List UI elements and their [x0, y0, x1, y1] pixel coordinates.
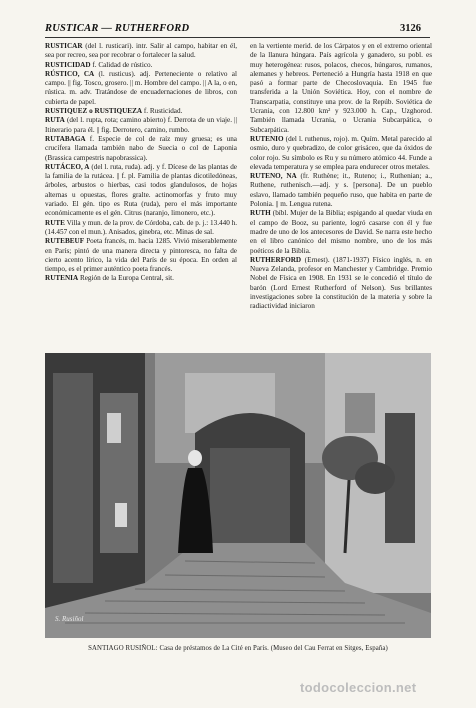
header-rule — [45, 37, 430, 38]
entry: RUTE Villa y mun. de la prov. de Córdoba, cab. de p. j.: 13.440 h. (14.457 con el mun.). Anisados, ginebra, etc. Minas de sal. — [45, 218, 237, 236]
photo-caption: SANTIAGO RUSIÑOL: Casa de préstamos de La Cité en París. (Museo del Cau Ferrat en Sitges, España) — [88, 645, 388, 652]
entry: RUTÁCEO, A (del l. ruta, ruda). adj. y f. Dícese de las plantas de la familia de la rutácea. || f. pl. Familia de plantas dicotiledóneas, árboles, arbustos o hierbas, casi todos glandulosos, de hojas alternas u opuestas, flores gralte. actinomorfas y fruto muy variado. El gén. tipo es Ruta (ruda), pero el más importante económicamente es el gén. Citrus (naranjo, limonero, etc.). — [45, 162, 238, 218]
right-column — [250, 42, 432, 312]
entry: RUTABAGA f. Especie de col de raíz muy gruesa; es una crucífera llamada también nabo de Suecia o col de Laponia (Brassica campestris napobrassica). — [45, 134, 237, 162]
painting-illustration — [45, 353, 431, 638]
entry: RUTENO, NA (fr. Ruthène; it., Ruteno; i., Ruthenian; a., Ruthene, ruthenisch.—adj. y s. [persona]. De un pueblo eslavo, llamado también pequeño ruso, que habita en parte de Polonia. || m. Lengua rutena. — [250, 172, 433, 209]
entry: en la vertiente merid. de los Cárpatos y en el extremo oriental de la llanura húngara. País agrícola y ganadero, su pobl. es muy heterogénea: rusos, polacos, checos, húngaros, rumanos, alemanes y hebreos. Perteneció a Hungría hasta 1918 en que pasó a formar parte de Checoslovaquia. En 1945 fue transferida a la Unión Soviética. Hoy, con el nombre de Transcarpatia, constituye una prov. de la Repúb. Soviética de Ucrania, con 12.800 km² y 923.000 h. Cap., Uzghorod. También llamada Ucrania, o Ucrania Subcarpática, o Subcarpática. — [250, 42, 432, 134]
left-column — [45, 42, 237, 284]
watermark: todocoleccion.net — [300, 680, 417, 695]
running-header: RUSTICAR — RUTHERFORD — [45, 23, 190, 34]
entry: RUTH (bíbl. Mujer de la Biblia; espigando al quedar viuda en el campo de Booz, su pariente, logró casarse con él y fue madre de uno de los antecesores de David. Se narra este hecho en el libro canónico del mismo nombre, uno de los más poéticos de la Biblia. — [250, 209, 432, 255]
entry: RÚSTICO, CA (l. rusticus). adj. Perteneciente o relativo al campo. || fig. Tosco, grosero. || m. Hombre del campo. || A la, o en, rústica. m. adv. Tratándose de encuadernaciones de libros, con cubierta de papel. — [45, 69, 237, 106]
entry: RUTENIO (del l. ruthenus, rojo). m. Quím. Metal parecido al osmio, duro y quebradizo, de color grisáceo, que da óxidos de color rojo. Su símbolo es Ru y su número atómico 44. Funde a elevada temperatura y se emplea para endurecer otros metales. — [250, 134, 432, 171]
entry: RUTHERFORD (Ernest). (1871-1937) Físico inglés, n. en Nueva Zelanda, profesor en Manchester y Cambridge. Premio Nobel de Física en 1908. En 1931 se le concedió el título de barón (Lord Ernest Rutherford of Nelson). Sus brillantes investigaciones sobre la constitución de la materia y sobre la radiactividad iniciaron — [250, 255, 432, 311]
entry: RUSTICAR (del l. rusticari). intr. Salir al campo, habitar en él, sea por recreo, sea por recobrar o fortalecer la salud. — [45, 42, 238, 60]
entry: RUTENIA Región de la Europa Central, sit. — [45, 274, 174, 283]
entry: RUTEBEUF Poeta francés, m. hacia 1285. Vivió miserablemente en París; pintó de una manera directa y pintoresca, no falta de cierto acento lírico, la vida del París de su época. En orden al tiempo, es el primer auténtico poeta francés. — [45, 237, 237, 274]
page-number: 3126 — [400, 23, 421, 34]
entry: RUSTICIDAD f. Calidad de rústico. — [45, 60, 153, 69]
painting-photo — [45, 353, 431, 638]
painting-signature: S. Rusiñol — [55, 615, 84, 623]
entry: RUSTIQUEZ o RUSTIQUEZA f. Rusticidad. — [45, 107, 183, 116]
entry: RUTA (del l. rupta, rota; camino abierto) f. Derrota de un viaje. || Itinerario para él. || fig. Derrotero, camino, rumbo. — [45, 116, 238, 134]
